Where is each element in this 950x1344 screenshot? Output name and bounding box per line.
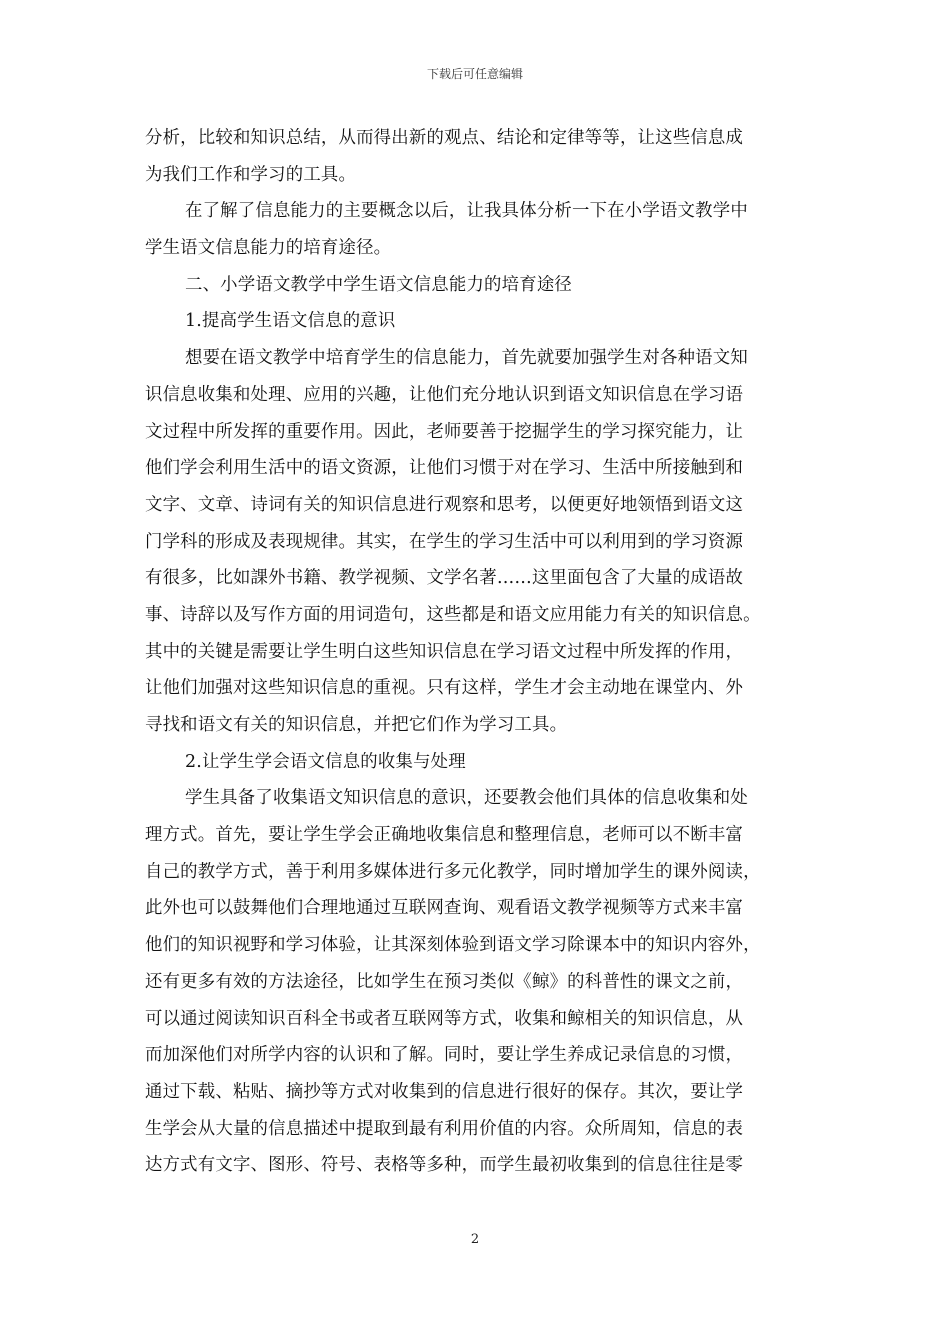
text-line: 寻找和语文有关的知识信息，并把它们作为学习工具。 — [145, 715, 568, 735]
text-line: 文过程中所发挥的重要作用。因此，老师要善于挖掘学生的学习探究能力，让 — [145, 421, 744, 442]
text-line: 理方式。首先，要让学生学会正确地收集信息和整理信息，老师可以不断丰富 — [145, 825, 744, 846]
text-line: 此外也可以鼓舞他们合理地通过互联网查询、观看语文教学视频等方式来丰富 — [145, 898, 744, 919]
text-line: 事、诗辞以及写作方面的用词造句，这些都是和语文应用能力有关的知识信息。 — [145, 604, 761, 625]
text-line: 有很多，比如課外书籍、教学视频、文学名著……这里面包含了大量的成语故 — [145, 568, 744, 589]
text-line: 2.让学生学会语文信息的收集与处理 — [185, 751, 466, 772]
text-line: 在了解了信息能力的主要概念以后，让我具体分析一下在小学语文教学中 — [185, 201, 748, 222]
text-line: 他们学会利用生活中的语文资源，让他们习惯于对在学习、生活中所接触到和 — [145, 458, 744, 479]
document-body — [145, 120, 805, 1184]
text-line: 他们的知识视野和学习体验，让其深刻体验到语文学习除课本中的知识内容外， — [145, 935, 761, 956]
text-line: 1.提高学生语文信息的意识 — [185, 311, 396, 332]
text-line: 识信息收集和处理、应用的兴趣，让他们充分地认识到语文知识信息在学习语 — [145, 384, 744, 405]
text-line: 通过下载、粘贴、摘抄等方式对收集到的信息进行很好的保存。其次，要让学 — [145, 1081, 744, 1102]
text-line: 生学会从大量的信息描述中提取到最有利用价值的内容。众所周知，信息的表 — [145, 1118, 744, 1139]
text-line: 其中的关键是需要让学生明白这些知识信息在学习语文过程中所发挥的作用， — [145, 641, 744, 662]
text-line: 门学科的形成及表现规律。其实，在学生的学习生活中可以利用到的学习资源 — [145, 531, 744, 552]
page-number: 2 — [470, 1232, 480, 1247]
text-line: 二、小学语文教学中学生语文信息能力的培育途径 — [185, 274, 572, 295]
text-line: 想要在语文教学中培育学生的信息能力，首先就要加强学生对各种语文知 — [185, 348, 748, 369]
text-line: 自己的教学方式，善于利用多媒体进行多元化教学，同时增加学生的课外阅读， — [145, 861, 761, 882]
text-line: 学生具备了收集语文知识信息的意识，还要教会他们具体的信息收集和处 — [185, 788, 748, 809]
text-line: 达方式有文字、图形、符号、表格等多种，而学生最初收集到的信息往往是零 — [145, 1155, 744, 1176]
text-line: 文字、文章、诗词有关的知识信息进行观察和思考，以便更好地领悟到语文这 — [145, 494, 744, 515]
page-header: 下载后可任意编辑 — [426, 67, 523, 81]
text-line: 为我们工作和学习的工具。 — [145, 164, 357, 185]
text-line: 分析，比较和知识总结，从而得出新的观点、结论和定律等等，让这些信息成 — [145, 128, 744, 148]
text-line: 而加深他们对所学内容的认识和了解。同时，要让学生养成记录信息的习惯， — [145, 1045, 744, 1066]
text-line: 还有更多有效的方法途径，比如学生在预习类似《鲸》的科普性的课文之前， — [145, 971, 744, 992]
text-line: 可以通过阅读知识百科全书或者互联网等方式，收集和鲸相关的知识信息，从 — [145, 1008, 744, 1029]
text-line: 让他们加强对这些知识信息的重视。只有这样，学生才会主动地在课堂内、外 — [145, 678, 744, 699]
text-line: 学生语文信息能力的培育途径。 — [145, 238, 392, 259]
